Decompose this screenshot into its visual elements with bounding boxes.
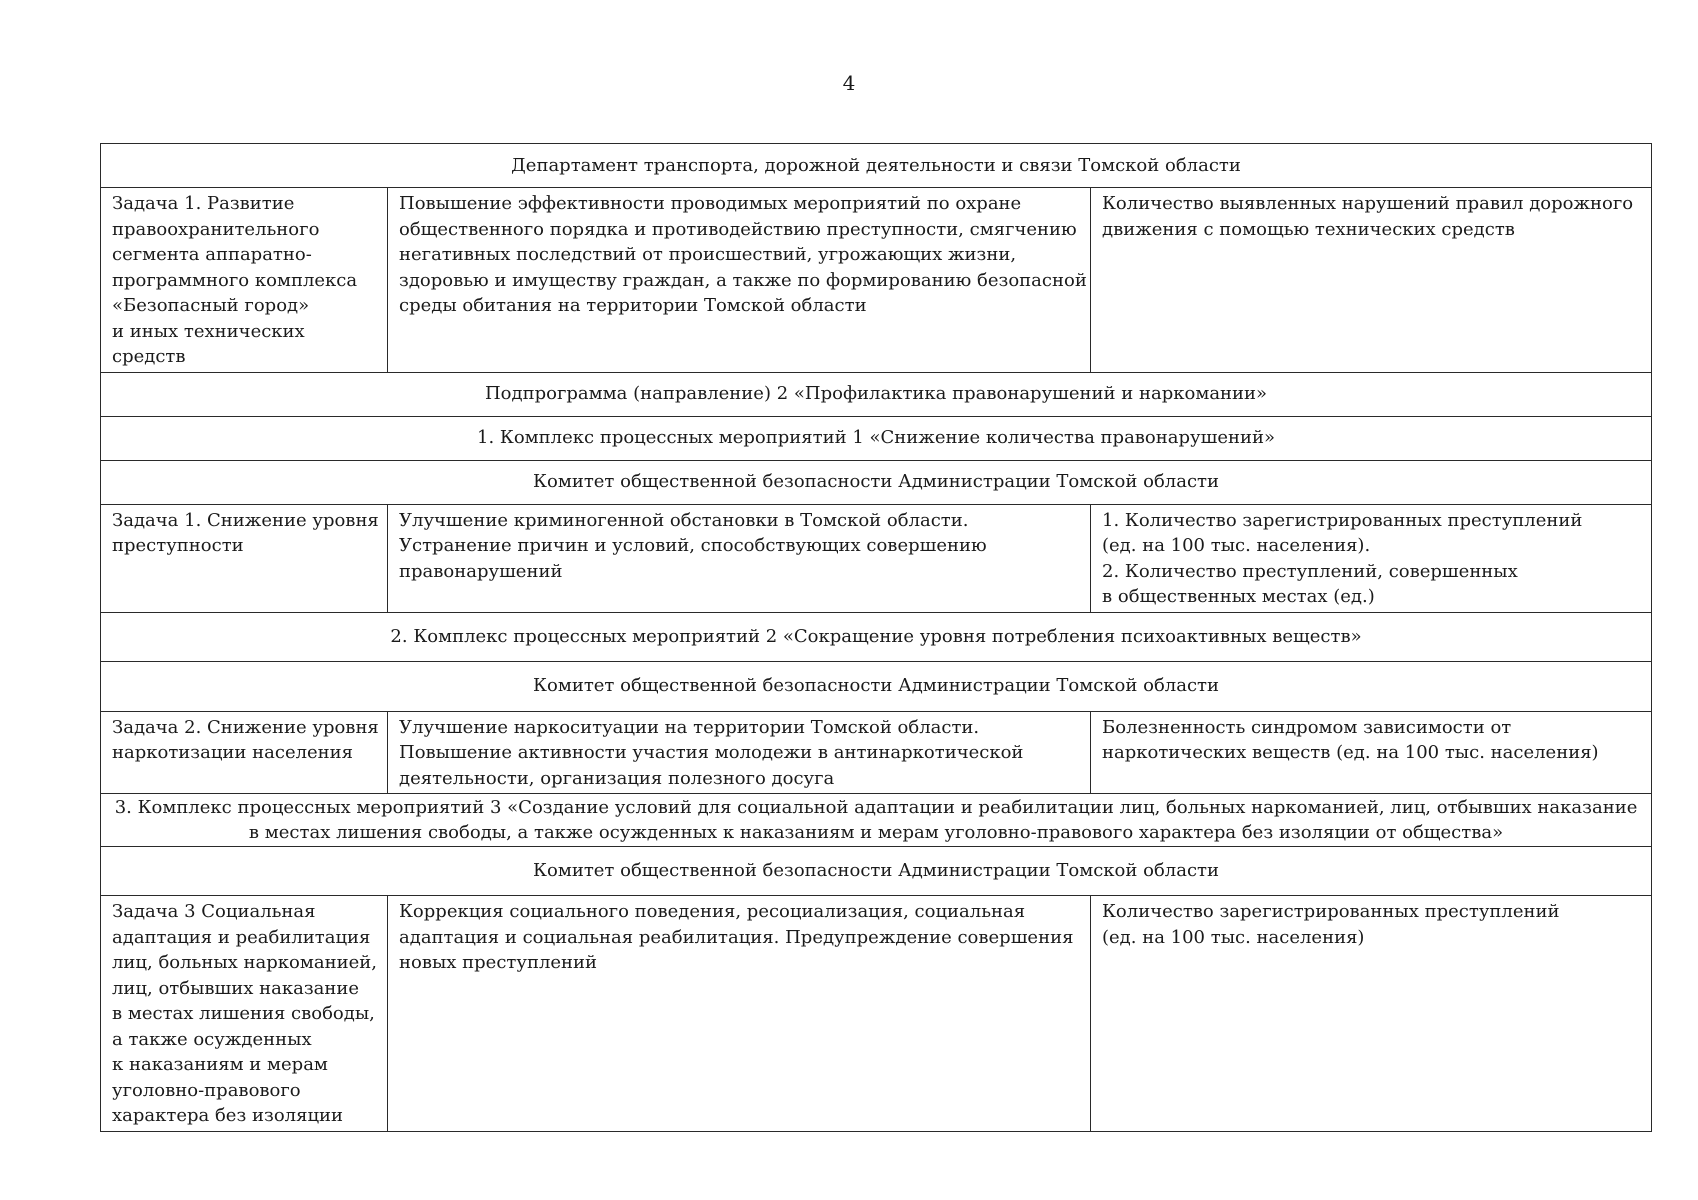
indicator-cell xyxy=(1091,711,1652,794)
goal-line: Улучшение наркоситуации на территории Томской области. xyxy=(399,716,980,738)
task-line: к наказаниям и мерам xyxy=(112,1054,328,1075)
task-line: программного комплекса xyxy=(112,269,358,291)
goal-line: общественного порядка и противодействию преступности, смягчению xyxy=(399,218,1077,240)
task-line: наркотизации населения xyxy=(112,742,354,763)
indicator-line: (ед. на 100 тыс. населения). xyxy=(1102,535,1371,556)
complex-1-header: 1. Комплекс процессных мероприятий 1 «Снижение количества правонарушений» xyxy=(101,416,1652,460)
task-line: сегмента аппаратно- xyxy=(112,244,312,265)
table-row xyxy=(101,896,1652,1132)
indicator-line: 2. Количество преступлений, совершенных xyxy=(1102,560,1518,582)
goal-cell xyxy=(388,504,1091,612)
task-line: Задача 2. Снижение уровня xyxy=(112,716,379,738)
table-row xyxy=(101,711,1652,794)
goal-line: Повышение активности участия молодежи в антинаркотической xyxy=(399,742,1024,763)
task-line: в местах лишения свободы, xyxy=(112,1003,375,1024)
committee-header: Комитет общественной безопасности Администрации Томской области xyxy=(101,661,1652,711)
goal-line: Улучшение криминогенной обстановки в Томской области. xyxy=(399,509,969,531)
committee-row xyxy=(101,460,1652,504)
complex-2-header: 2. Комплекс процессных мероприятий 2 «Сокращение уровня потребления психоактивных веществ» xyxy=(101,612,1652,661)
goal-cell xyxy=(388,711,1091,794)
indicator-line: Количество зарегистрированных преступлений xyxy=(1102,901,1560,922)
task-line: а также осужденных xyxy=(112,1028,312,1050)
task-line: лиц, отбывших наказание xyxy=(112,977,360,999)
goal-line: правонарушений xyxy=(399,560,563,582)
goal-line: Устранение причин и условий, способствующих совершению xyxy=(399,535,987,556)
complex-row xyxy=(101,612,1652,661)
goal-line: Коррекция социального поведения, ресоциализация, социальная xyxy=(399,901,1026,922)
table-row xyxy=(101,188,1652,373)
task-cell xyxy=(101,896,388,1132)
indicator-line: Количество выявленных нарушений правил дорожного xyxy=(1102,193,1634,214)
task-line: правоохранительного xyxy=(112,218,320,240)
goal-line: новых преступлений xyxy=(399,952,598,973)
committee-row xyxy=(101,847,1652,896)
indicator-cell xyxy=(1091,188,1652,373)
goal-line: Повышение эффективности проводимых мероприятий по охране xyxy=(399,193,1022,214)
goal-line: здоровью и имуществу граждан, а также по формированию безопасной xyxy=(399,269,1087,291)
indicator-line: наркотических веществ (ед. на 100 тыс. населения) xyxy=(1102,742,1599,763)
department-transport-header: Департамент транспорта, дорожной деятельности и связи Томской области xyxy=(101,144,1652,188)
task-line: преступности xyxy=(112,535,244,556)
task-line: адаптация и реабилитация xyxy=(112,926,371,948)
goal-cell xyxy=(388,896,1091,1132)
committee-header: Комитет общественной безопасности Администрации Томской области xyxy=(101,460,1652,504)
task-line: лиц, больных наркоманией, xyxy=(112,952,377,973)
indicator-line: движения с помощью технических средств xyxy=(1102,218,1515,240)
task-line: Задача 3 Социальная xyxy=(112,901,316,922)
task-cell xyxy=(101,504,388,612)
goal-line: негативных последствий от происшествий, угрожающих жизни, xyxy=(399,244,1017,265)
complex-row xyxy=(101,416,1652,460)
task-line: средств xyxy=(112,346,186,367)
committee-header: Комитет общественной безопасности Администрации Томской области xyxy=(101,847,1652,896)
task-line: уголовно-правового xyxy=(112,1079,301,1101)
task-line: «Безопасный город» xyxy=(112,295,310,316)
goal-cell xyxy=(388,188,1091,373)
task-line: Задача 1. Развитие xyxy=(112,193,295,214)
task-cell xyxy=(101,711,388,794)
indicator-line: в общественных местах (ед.) xyxy=(1102,586,1375,607)
committee-row xyxy=(101,661,1652,711)
department-row xyxy=(101,144,1652,188)
task-line: Задача 1. Снижение уровня xyxy=(112,509,379,531)
indicator-cell xyxy=(1091,504,1652,612)
program-table xyxy=(100,143,1652,1132)
goal-line: среды обитания на территории Томской области xyxy=(399,295,867,316)
complex-3-line: в местах лишения свободы, а также осужденных к наказаниям и мерам уголовно-правового характера без изоляции от общества» xyxy=(248,822,1504,843)
complex-3-line: 3. Комплекс процессных мероприятий 3 «Создание условий для социальной адаптации и реабилитации лиц, больных наркоманией, лиц, отбывших наказание xyxy=(114,796,1638,818)
task-line: характера без изоляции xyxy=(112,1105,344,1126)
subprogram-row xyxy=(101,372,1652,416)
task-cell xyxy=(101,188,388,373)
indicator-cell xyxy=(1091,896,1652,1132)
goal-line: деятельности, организация полезного досуга xyxy=(399,767,835,789)
goal-line: адаптация и социальная реабилитация. Предупреждение совершения xyxy=(399,926,1074,948)
indicator-line: Болезненность синдромом зависимости от xyxy=(1102,716,1512,738)
task-line: и иных технических xyxy=(112,320,305,342)
complex-3-header xyxy=(101,794,1652,847)
table-row xyxy=(101,504,1652,612)
indicator-line: (ед. на 100 тыс. населения) xyxy=(1102,926,1365,948)
complex-row xyxy=(101,794,1652,847)
indicator-line: 1. Количество зарегистрированных преступлений xyxy=(1102,509,1583,531)
subprogram-header: Подпрограмма (направление) 2 «Профилактика правонарушений и наркомании» xyxy=(101,372,1652,416)
page-number: 4 xyxy=(842,71,856,95)
